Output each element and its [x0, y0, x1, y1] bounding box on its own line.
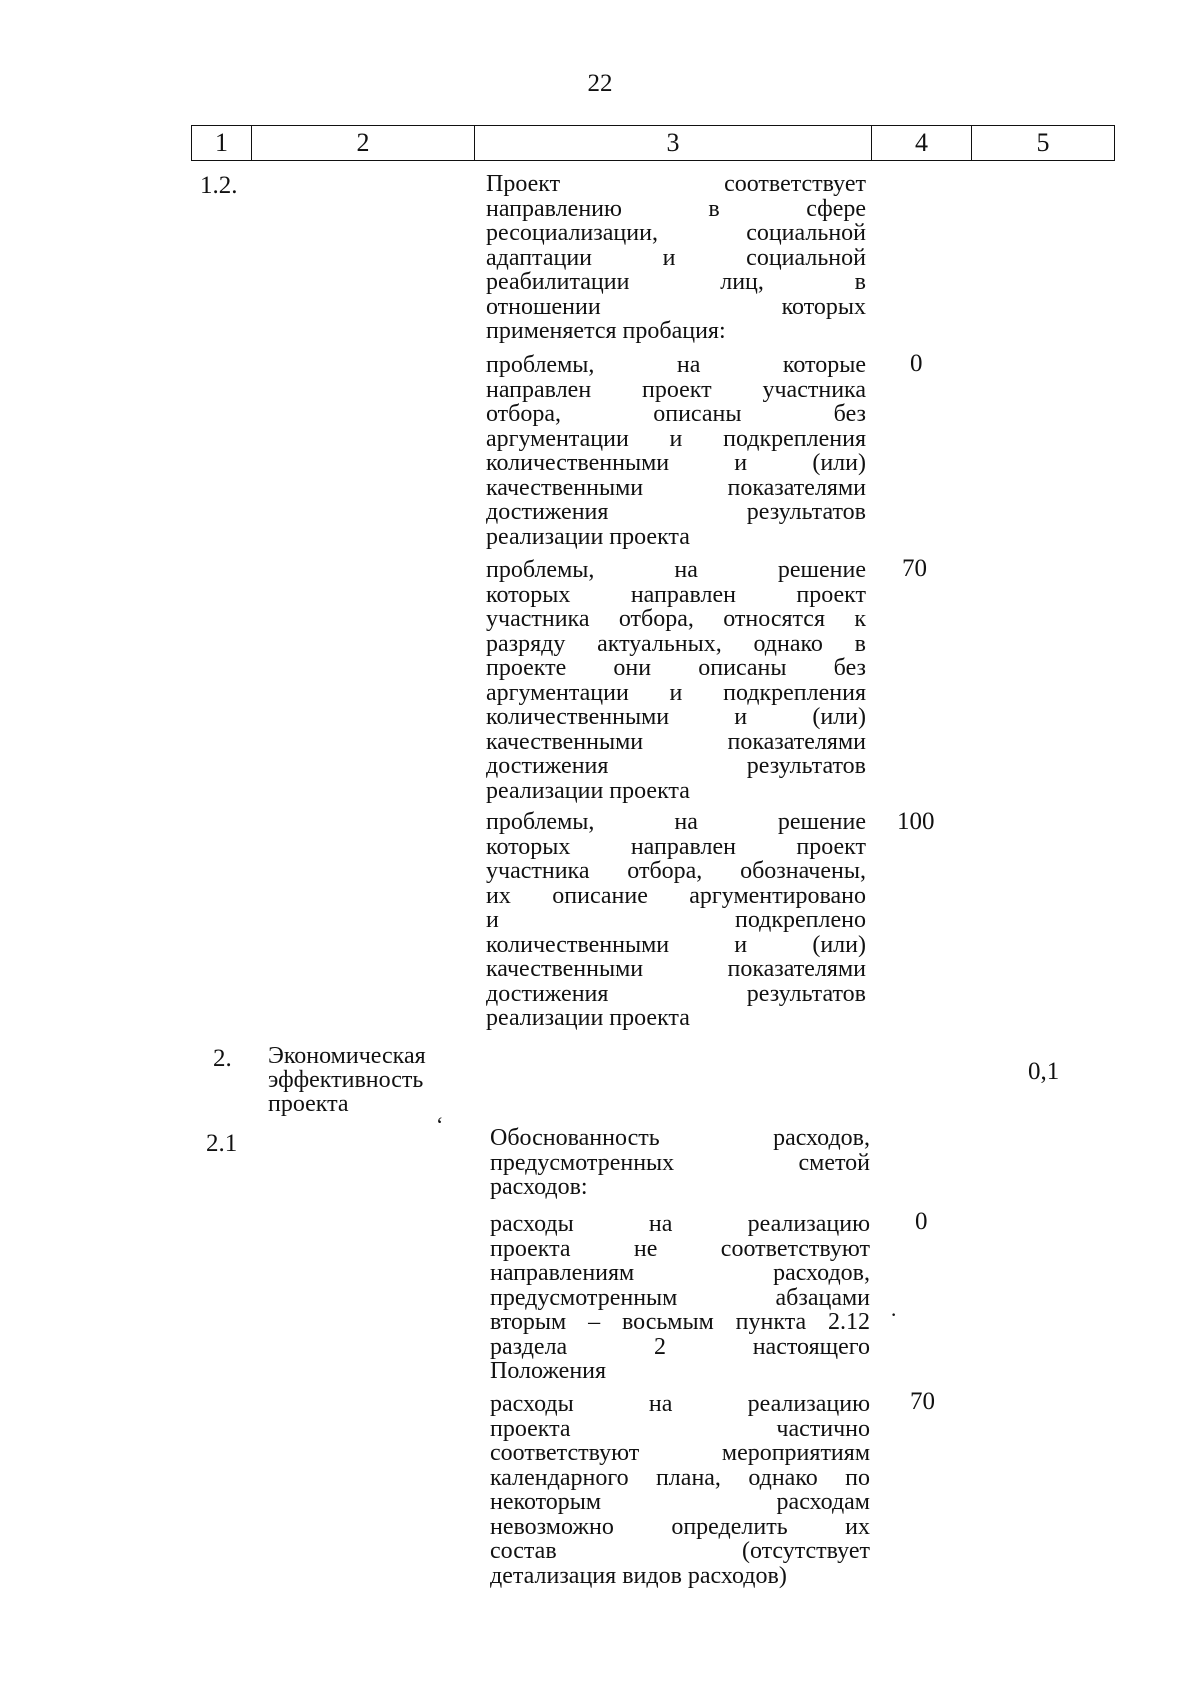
criterion-text: Проект соответствует направлению в сфере ресоциализации, социальной адаптации и социальной реабилитации лиц, в отношении которых применяется пробация: [486, 171, 866, 344]
option-text: проблемы, на решение которых направлен проект участника отбора, обозначены, их описание аргументировано и подкреплено количественными и (или) качественными показателями достижения результатов реализации проекта [486, 809, 866, 1031]
row-number: 1.2. [200, 172, 238, 199]
page-number: 22 [587, 70, 613, 97]
header-col-5: 5 [972, 126, 1115, 161]
score-value: 70 [910, 1388, 935, 1415]
score-value: 100 [897, 808, 935, 835]
option-text: проблемы, на которые направлен проект участника отбора, описаны без аргументации и подкрепления количественными и (или) качественными показателями достижения результатов реализации проекта [486, 352, 866, 550]
row-number: 2.1 [206, 1130, 238, 1157]
column-header-row [191, 125, 1115, 161]
option-text: проблемы, на решение которых направлен проект участника отбора, относятся к разряду актуальных, однако в проекте они описаны без аргументации и подкрепления количественными и (или) качественными показателями достижения результатов реализации проекта [486, 557, 866, 804]
header-col-2: 2 [252, 126, 475, 161]
option-text: расходы на реализацию проекта частично соответствуют мероприятиям календарного плана, однако по некоторым расходам невозможно определить их состав (отсутствует детализация видов расходов) [490, 1391, 870, 1589]
score-value: 0 [915, 1208, 928, 1235]
weight-value: 0,1 [1028, 1058, 1060, 1085]
option-text: расходы на реализацию проекта не соответствуют направлениям расходов, предусмотренным абзацами вторым – восьмым пункта 2.12 раздела 2 настоящего Положения [490, 1211, 870, 1384]
score-value: 0 [910, 350, 923, 377]
header-col-4: 4 [872, 126, 972, 161]
section-title: Экономическая эффективность проекта [268, 1043, 426, 1117]
header-col-3: 3 [475, 126, 872, 161]
row-number: 2. [213, 1045, 232, 1072]
stray-dot: · [890, 1302, 898, 1327]
header-col-1: 1 [192, 126, 252, 161]
stray-mark: ‘ [436, 1112, 444, 1137]
score-value: 70 [902, 555, 927, 582]
criterion-text: Обоснованность расходов, предусмотренных сметой расходов: [490, 1125, 870, 1200]
